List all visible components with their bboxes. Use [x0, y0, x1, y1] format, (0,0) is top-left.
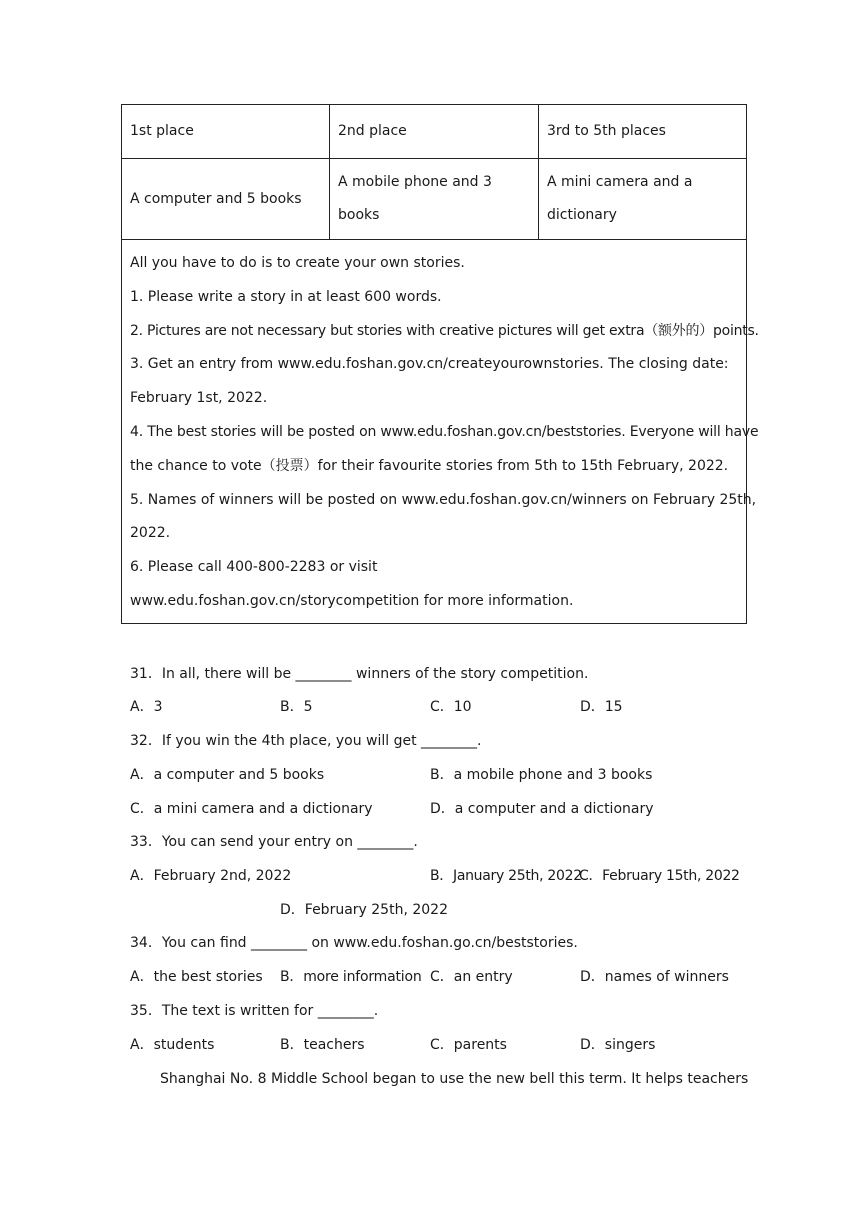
rules-cell: [122, 240, 759, 623]
question-33-option-c: C．February 15th, 2022: [579, 868, 740, 884]
question-31-option-d: D．15: [580, 699, 623, 715]
rule-line: 2. Pictures are not necessary but stories with creative pictures will get extra（额外的）points.: [130, 322, 759, 339]
question-34-option-a: A．the best stories: [130, 969, 263, 985]
question-32-stem: 32．If you win the 4th place, you will get ________.: [130, 733, 482, 749]
rule-line: 1. Please write a story in at least 600 words.: [130, 288, 442, 305]
rule-intro: All you have to do is to create your own stories.: [130, 255, 465, 271]
rule-line: www.edu.foshan.gov.cn/storycompetition for more information.: [130, 592, 574, 609]
rule-line: 5. Names of winners will be posted on www.edu.foshan.gov.cn/winners on February 25th,: [130, 491, 757, 508]
question-33-stem: 33．You can send your entry on ________.: [130, 834, 418, 850]
header-third-to-fifth: 3rd to 5th places: [547, 123, 666, 139]
table-prize-row: [122, 159, 746, 240]
question-34-option-d: D．names of winners: [580, 969, 729, 985]
prize-table: [121, 104, 759, 624]
question-32-option-d: D．a computer and a dictionary: [430, 801, 654, 817]
prize-first: A computer and 5 books: [122, 159, 330, 239]
question-35-option-d: D．singers: [580, 1037, 656, 1053]
question-31-option-a: A．3: [130, 699, 163, 715]
question-32-option-b: B．a mobile phone and 3 books: [430, 767, 653, 783]
question-33-option-b: B．January 25th, 2022: [430, 868, 582, 884]
question-35-option-a: A．students: [130, 1037, 215, 1053]
question-33-option-a: A．February 2nd, 2022: [130, 868, 292, 884]
rule-line: the chance to vote（投票）for their favourite stories from 5th to 15th February, 2022.: [130, 457, 729, 474]
question-35-option-b: B．teachers: [280, 1037, 365, 1053]
question-34-option-b: B．more information: [280, 969, 422, 985]
question-34-stem: 34．You can find ________ on www.edu.foshan.go.cn/beststories.: [130, 935, 578, 951]
question-35-stem: 35．The text is written for ________.: [130, 1003, 379, 1019]
passage-first-line: Shanghai No. 8 Middle School began to use the new bell this term. It helps teachers: [160, 1071, 749, 1087]
header-first-place: 1st place: [122, 105, 330, 158]
question-32-option-c: C．a mini camera and a dictionary: [130, 801, 373, 817]
question-35-option-c: C．parents: [430, 1037, 507, 1053]
rule-line: 3. Get an entry from www.edu.foshan.gov.cn/createyourownstories. The closing date:: [130, 356, 729, 373]
rule-line: 4. The best stories will be posted on www.edu.foshan.gov.cn/beststories. Everyone will have: [130, 423, 759, 440]
header-second-place: 2nd place: [330, 105, 539, 158]
prize-second: A mobile phone and 3 books: [330, 159, 539, 239]
rule-line: February 1st, 2022.: [130, 390, 268, 407]
question-31-option-b: B．5: [280, 699, 313, 715]
question-31-option-c: C．10: [430, 699, 472, 715]
question-34-option-c: C．an entry: [430, 969, 513, 985]
question-31-stem: 31．In all, there will be ________ winners of the story competition.: [130, 666, 589, 682]
table-header-row: [122, 105, 746, 159]
rule-line: 6. Please call 400-800-2283 or visit: [130, 559, 378, 576]
rule-line: 2022.: [130, 525, 171, 542]
prize-third-to-fifth: A mini camera and a dictionary: [547, 174, 693, 223]
question-32-option-a: A．a computer and 5 books: [130, 767, 325, 783]
question-33-option-d: D．February 25th, 2022: [280, 902, 448, 918]
